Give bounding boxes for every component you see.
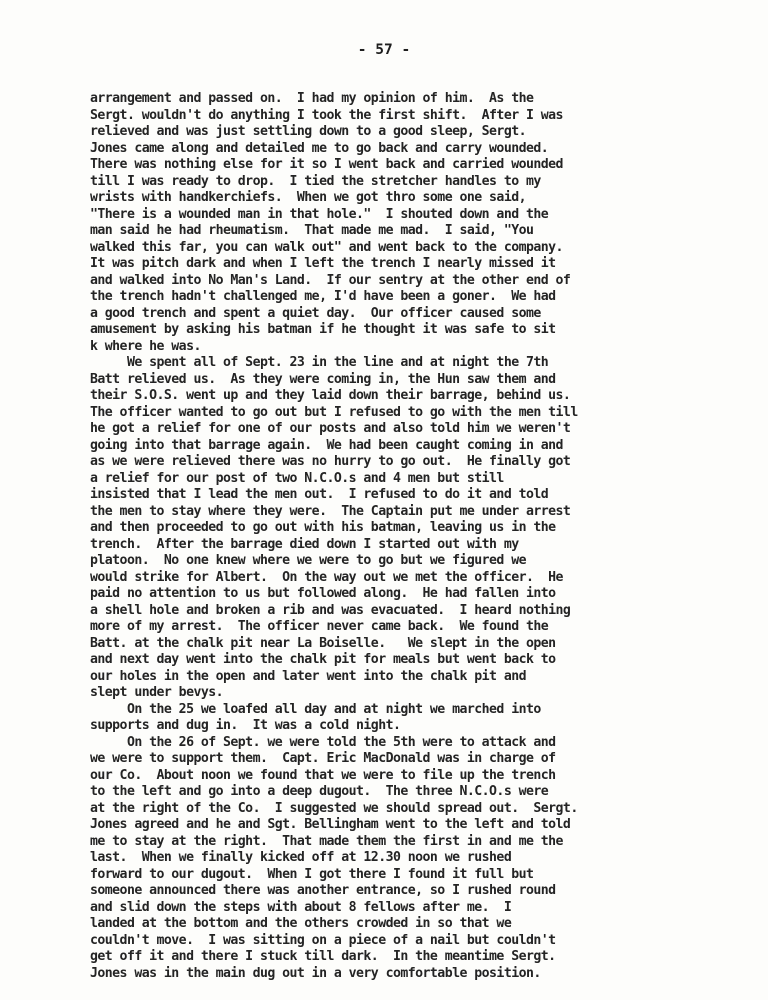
text-line: Jones was in the main dug out in a very comfortable position. — [90, 965, 541, 981]
text-line: till I was ready to drop. I tied the stretcher handles to my — [90, 173, 541, 189]
text-line: our holes in the open and later went into the chalk pit and — [90, 668, 526, 684]
text-line: platoon. No one knew where we were to go but we figured we — [90, 553, 526, 568]
text-line: Jones agreed and he and Sgt. Bellingham went to the left and told — [90, 817, 571, 832]
text-line: trench. After the barrage died down I started out with my — [90, 536, 519, 552]
text-line: couldn't move. I was sitting on a piece of a nail but couldn't — [90, 932, 556, 948]
text-line: and next day went into the chalk pit for meals but went back to — [90, 652, 556, 667]
text-line: relieved and was just settling down to a good sleep, Sergt. — [90, 124, 526, 139]
text-line: the trench hadn't challenged me, I'd have been a goner. We had — [90, 289, 556, 304]
text-line: as we were relieved there was no hurry to go out. He finally got — [90, 454, 571, 469]
text-line: more of my arrest. The officer never came back. We found the — [90, 619, 549, 634]
text-line: a shell hole and broken a rib and was evacuated. I heard nothing — [90, 602, 571, 618]
text-line: the men to stay where they were. The Captain put me under arrest — [90, 503, 571, 519]
text-line: a relief for our post of two N.C.O.s and 4 men but still — [90, 470, 504, 486]
text-line: Batt relieved us. As they were coming in, the Hun saw them and — [90, 371, 556, 387]
body-text — [90, 91, 700, 982]
text-line: and then proceeded to go out with his batman, leaving us in the — [90, 520, 556, 535]
text-line: Jones came along and detailed me to go back and carry wounded. — [90, 140, 549, 156]
text-line: me to stay at the right. That made them the first in and me the — [90, 833, 563, 849]
text-line: walked this far, you can walk out" and went back to the company. — [90, 239, 563, 255]
text-line: The officer wanted to go out but I refused to go with the men till — [90, 404, 578, 420]
text-line: On the 25 we loafed all day and at night we marched into — [90, 701, 541, 717]
text-line: slept under bevys. — [90, 685, 224, 700]
text-line: There was nothing else for it so I went back and carried wounded — [90, 157, 563, 172]
text-line: k where he was. — [90, 338, 201, 354]
text-line: their S.O.S. went up and they laid down their barrage, behind us. — [90, 388, 571, 403]
text-line: It was pitch dark and when I left the trench I nearly missed it — [90, 256, 556, 271]
text-line: our Co. About noon we found that we were to file up the trench — [90, 767, 556, 783]
text-line: arrangement and passed on. I had my opinion of him. As the — [90, 91, 534, 106]
text-line: We spent all of Sept. 23 in the line and at night the 7th — [90, 355, 549, 370]
text-line: paid no attention to us but followed along. He had fallen into — [90, 586, 556, 601]
text-line: someone announced there was another entrance, so I rushed round — [90, 883, 556, 898]
text-line: get off it and there I stuck till dark. In the meantime Sergt. — [90, 949, 556, 964]
text-line: "There is a wounded man in that hole." I shouted down and the — [90, 206, 549, 222]
text-line: would strike for Albert. On the way out we met the officer. He — [90, 569, 563, 585]
text-line: last. When we finally kicked off at 12.30 noon we rushed — [90, 850, 512, 865]
text-line: and slid down the steps with about 8 fellows after me. I — [90, 899, 512, 915]
text-line: landed at the bottom and the others crowded in so that we — [90, 916, 512, 931]
text-line: we were to support them. Capt. Eric MacDonald was in charge of — [90, 751, 556, 766]
text-line: man said he had rheumatism. That made me mad. I said, "You — [90, 223, 534, 238]
text-line: Sergt. wouldn't do anything I took the first shift. After I was — [90, 107, 563, 123]
text-line: forward to our dugout. When I got there I found it full but — [90, 866, 534, 882]
text-line: and walked into No Man's Land. If our sentry at the other end of — [90, 272, 571, 288]
text-line: amusement by asking his batman if he thought it was safe to sit — [90, 322, 556, 337]
text-line: Batt. at the chalk pit near La Boiselle. We slept in the open — [90, 635, 556, 651]
text-line: to the left and go into a deep dugout. The three N.C.O.s were — [90, 784, 549, 799]
text-line: he got a relief for one of our posts and also told him we weren't — [90, 421, 571, 436]
text-line: wrists with handkerchiefs. When we got thro some one said, — [90, 190, 526, 205]
text-line: On the 26 of Sept. we were told the 5th were to attack and — [90, 734, 556, 750]
text-line: a good trench and spent a quiet day. Our officer caused some — [90, 305, 541, 321]
text-line: insisted that I lead the men out. I refused to do it and told — [90, 487, 549, 502]
text-line: going into that barrage again. We had been caught coming in and — [90, 437, 563, 453]
text-line: supports and dug in. It was a cold night. — [90, 718, 401, 733]
page-number: - 57 - — [357, 42, 411, 58]
text-line: at the right of the Co. I suggested we should spread out. Sergt. — [90, 800, 578, 816]
